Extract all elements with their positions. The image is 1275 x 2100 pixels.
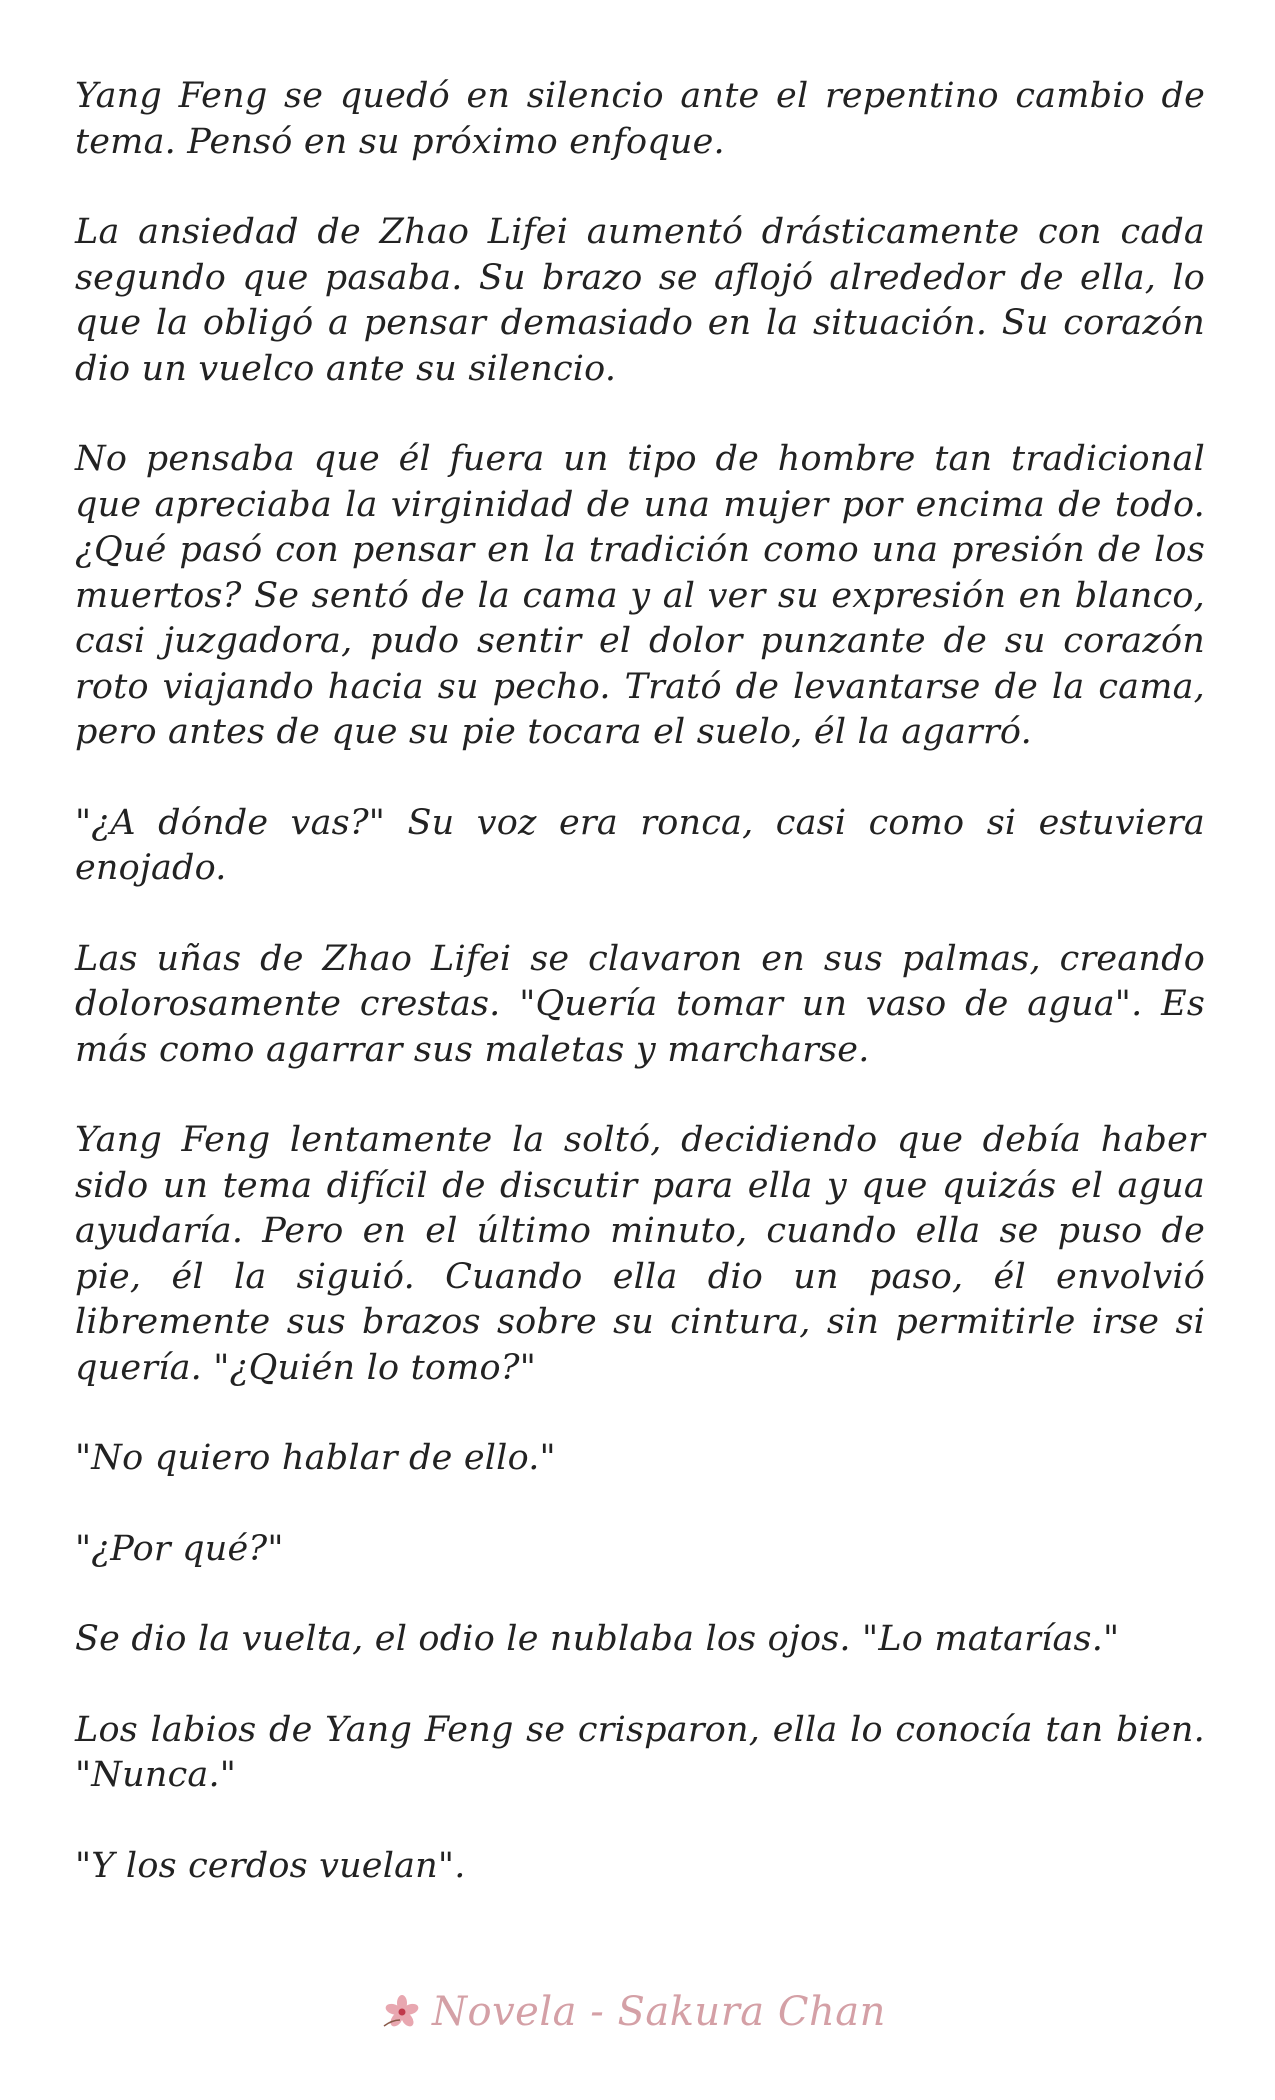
watermark [380,1982,940,2042]
paragraph: "¿Por qué?" [75,1528,284,1569]
paragraph: La ansiedad de Zhao Lifei aumentó drásticamente con cada segundo que pasaba. Su brazo se aflojó alrededor de ella, lo que la obligó a pensar demasiado en la situación. Su corazón dio un vuelco ante su silencio. [75,212,1205,389]
paragraph: "¿A dónde vas?" Su voz era ronca, casi como si estuviera enojado. [75,802,1205,888]
paragraph: Los labios de Yang Feng se crisparon, ella lo conocía tan bien. "Nunca." [75,1709,1205,1795]
paragraph: No pensaba que él fuera un tipo de hombre tan tradicional que apreciaba la virginidad de una mujer por encima de todo. ¿Qué pasó con pensar en la tradición como una presión de los muertos? Se sentó de la cama y al ver su expresión en blanco, casi juzgadora, pudo sentir el dolor punzante de su corazón roto viajando hacia su pecho. Trató de levantarse de la cama, pero antes de que su pie tocara el suelo, él la agarró. [75,439,1205,752]
sakura-flower-icon [380,1990,424,2034]
paragraph: "No quiero hablar de ello." [75,1438,556,1478]
document-body [75,74,1205,1934]
paragraph: Yang Feng lentamente la soltó, decidiendo que debía haber sido un tema difícil de discutir para ella y que quizás el agua ayudaría. Pero en el último minuto, cuando ella se puso de pie, él la siguió. Cuando ella dio un paso, él envolvió libremente sus brazos sobre su cintura, sin permitirle irse si quería. "¿Quién lo tomo?" [75,1120,1205,1388]
paragraph: Las uñas de Zhao Lifei se clavaron en sus palmas, creando dolorosamente crestas. "Quería tomar un vaso de agua". Es más como agarrar sus maletas y marcharse. [75,938,1205,1070]
watermark-text: Novela - Sakura Chan [432,1989,886,2035]
paragraph: Se dio la vuelta, el odio le nublaba los ojos. "Lo matarías." [75,1619,1120,1659]
paragraph: Yang Feng se quedó en silencio ante el repentino cambio de tema. Pensó en su próximo enfoque. [75,76,1205,162]
paragraph: "Y los cerdos vuelan". [75,1845,466,1886]
